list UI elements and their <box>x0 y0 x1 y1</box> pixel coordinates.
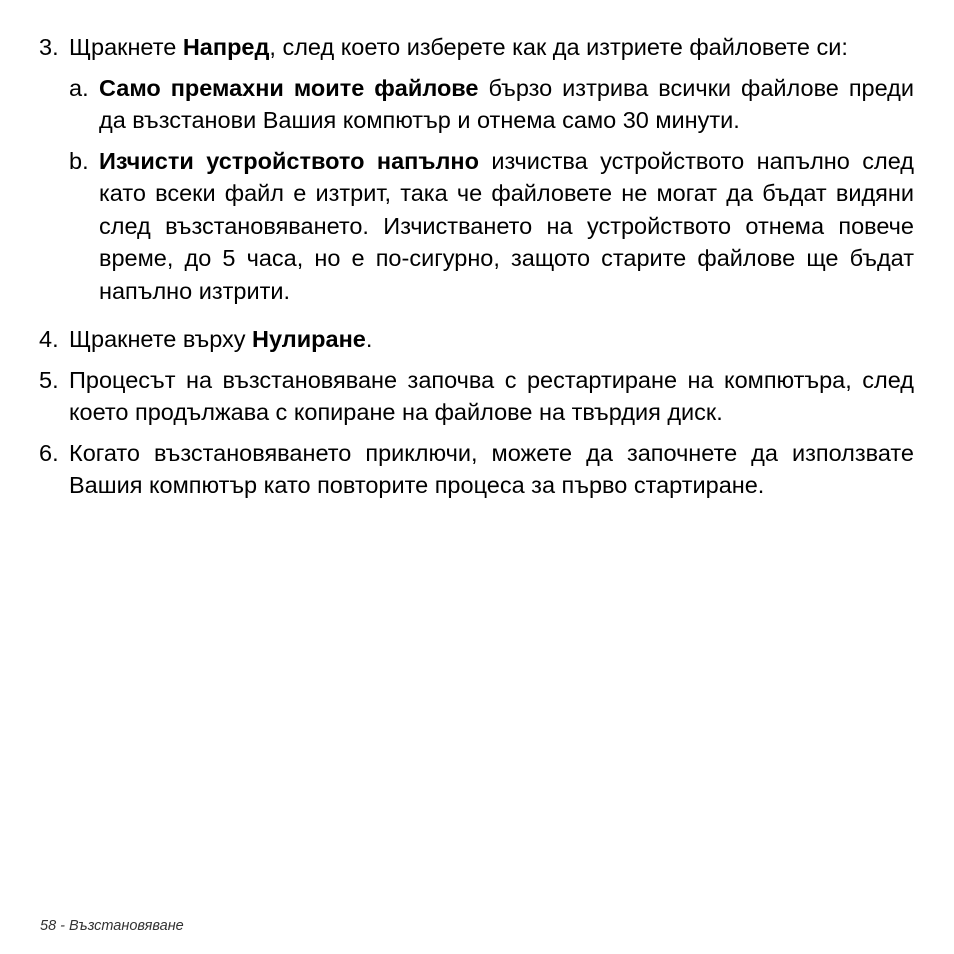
substep-body <box>99 145 914 308</box>
step-keyword: Напред <box>182 34 270 60</box>
step-body: Когато възстановяването приключи, можете да започнете да използвате Вашия компютър като повторите процеса за първо стартиране. <box>69 439 914 498</box>
substep-a <box>69 72 914 137</box>
step-number: 6. <box>39 439 59 466</box>
step-text: , след което изберете как да изтриете файловете си: <box>269 34 848 60</box>
step-5 <box>39 364 914 429</box>
substep-letter: b. <box>69 147 89 174</box>
step-keyword: Нулиране <box>252 326 366 352</box>
step-4 <box>39 323 914 356</box>
step-body <box>69 323 914 356</box>
substep-keyword: Изчисти устройството напълно <box>99 147 479 174</box>
step-3 <box>39 31 914 315</box>
step-6 <box>39 437 914 502</box>
step-body <box>69 31 914 315</box>
step-number: 4. <box>39 326 59 352</box>
step-number: 5. <box>39 366 59 393</box>
step-body: Процесът на възстановяване започва с рестартиране на компютъра, след което продължава с копиране на файлове на твърдия диск. <box>69 366 914 425</box>
step-text: Щракнете върху <box>69 326 253 352</box>
step-text: . <box>365 326 373 352</box>
substep-text: изчиства устройството напълно след като всеки файл е изтрит, така че файловете не могат да бъдат видяни след възстановяването. Изчистването на устройството отнема повече време, до 5 часа, но е по-сигурно, защото старите файлове ще бъдат напълно изтрити. <box>99 147 914 304</box>
substep-letter: a. <box>69 74 89 101</box>
substep-list <box>69 72 914 308</box>
step-number: 3. <box>39 34 59 60</box>
substep-body <box>99 72 914 137</box>
instruction-list <box>39 31 914 510</box>
substep-keyword: Само премахни моите файлове <box>99 74 479 101</box>
substep-b <box>69 145 914 308</box>
page-footer: 58 - Възстановяване <box>40 918 184 934</box>
step-text: Щракнете <box>69 34 183 60</box>
substep-text: бързо изтрива всички файлове преди да възстанови Вашия компютър и отнема само 30 минути. <box>99 74 915 133</box>
